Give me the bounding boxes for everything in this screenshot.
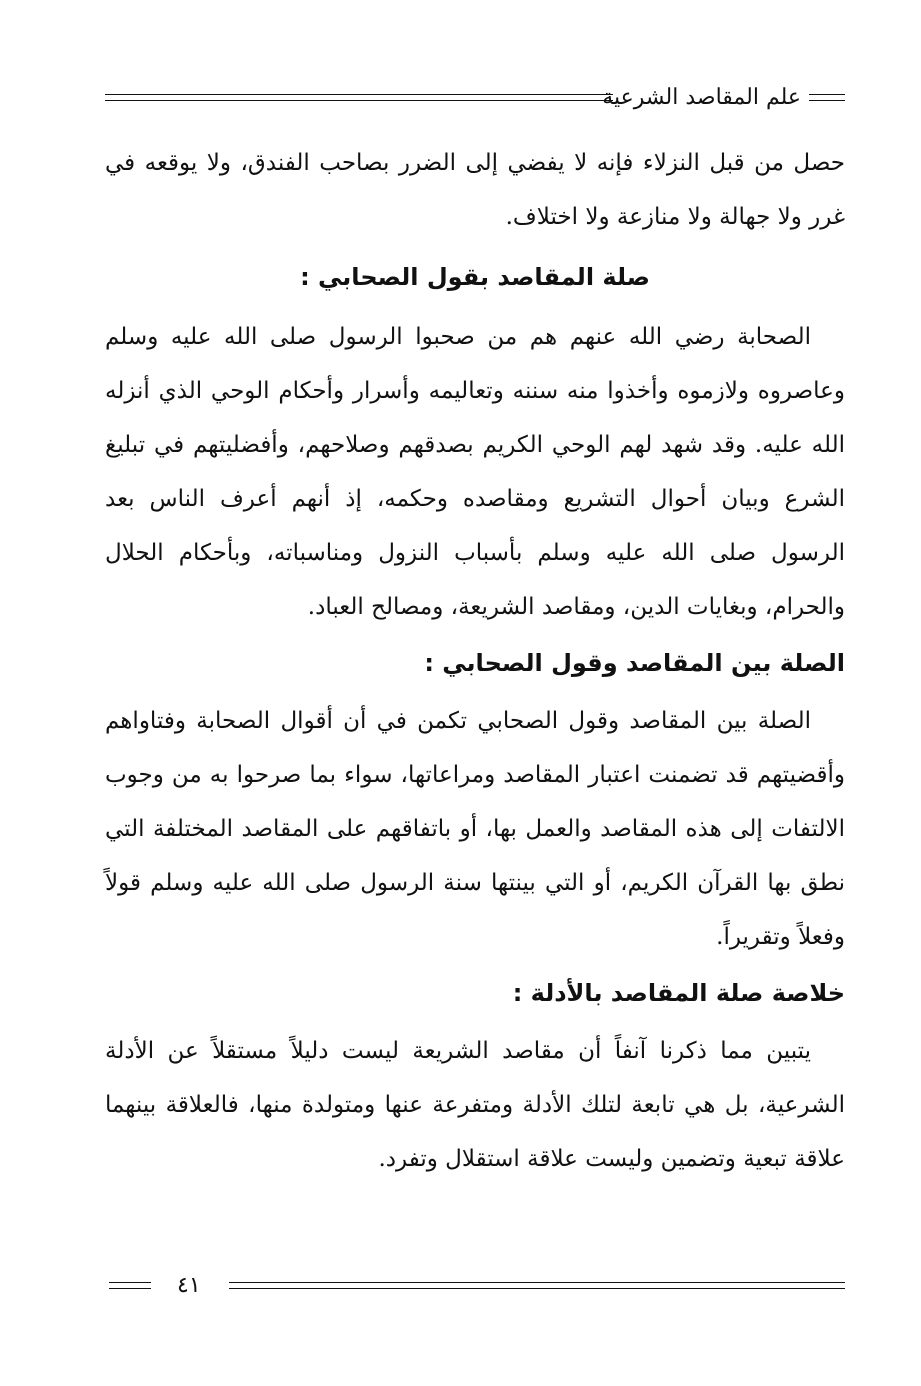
page-footer <box>105 1272 845 1312</box>
footer-rule-long <box>229 1282 845 1289</box>
page-number: ٤١ <box>177 1273 201 1298</box>
header-rule-left <box>105 94 613 101</box>
running-header-title: علم المقاصد الشرعية <box>602 85 801 110</box>
intro-paragraph: حصل من قبل النزلاء فإنه لا يفضي إلى الضرر بصاحب الفندق، ولا يوقعه في غرر ولا جهالة ولا منازعة ولا اختلاف. <box>105 150 845 230</box>
page-body <box>105 140 845 1186</box>
section-paragraph: يتبين مما ذكرنا آنفاً أن مقاصد الشريعة ليست دليلاً مستقلاً عن الأدلة الشرعية، بل هي تابعة لتلك الأدلة ومتفرعة عنها ومتولدة منها، فالعلاقة بينهما علاقة تبعية وتضمين وليست علاقة استقلال وتفرد. <box>105 1038 845 1172</box>
section-heading: خلاصة صلة المقاصد بالأدلة : <box>512 979 845 1007</box>
section-paragraph: الصحابة رضي الله عنهم هم من صحبوا الرسول صلى الله عليه وسلم وعاصروه ولازموه وأخذوا منه سننه وتعاليمه وأسرار وأحكام الوحي الذي أنزله الله عليه. وقد شهد لهم الوحي الكريم بصدقهم وصلاحهم، وأفضليتهم في تبليغ الشرع وبيان أحوال التشريع ومقاصده وحكمه، إذ أنهم أعرف الناس بعد الرسول صلى الله عليه وسلم بأسباب النزول ومناسباته، وبأحكام الحلال والحرام، وبغايات الدين، ومقاصد الشريعة، ومصالح العباد. <box>105 324 845 620</box>
header-rule-right <box>809 94 845 101</box>
running-header <box>105 78 845 118</box>
section-heading: الصلة بين المقاصد وقول الصحابي : <box>424 649 845 677</box>
footer-rule-short <box>109 1282 151 1289</box>
section-paragraph: الصلة بين المقاصد وقول الصحابي تكمن في أن أقوال الصحابة وفتاواهم وأقضيتهم قد تضمنت اعتبار المقاصد ومراعاتها، سواء بما صرحوا به من وجوب الالتفات إلى هذه المقاصد والعمل بها، أو باتفاقهم على المقاصد المختلفة التي نطق بها القرآن الكريم، أو التي بينتها سنة الرسول صلى الله عليه وسلم قولاً وفعلاً وتقريراً. <box>105 708 845 950</box>
section-heading: صلة المقاصد بقول الصحابي : <box>300 263 650 291</box>
